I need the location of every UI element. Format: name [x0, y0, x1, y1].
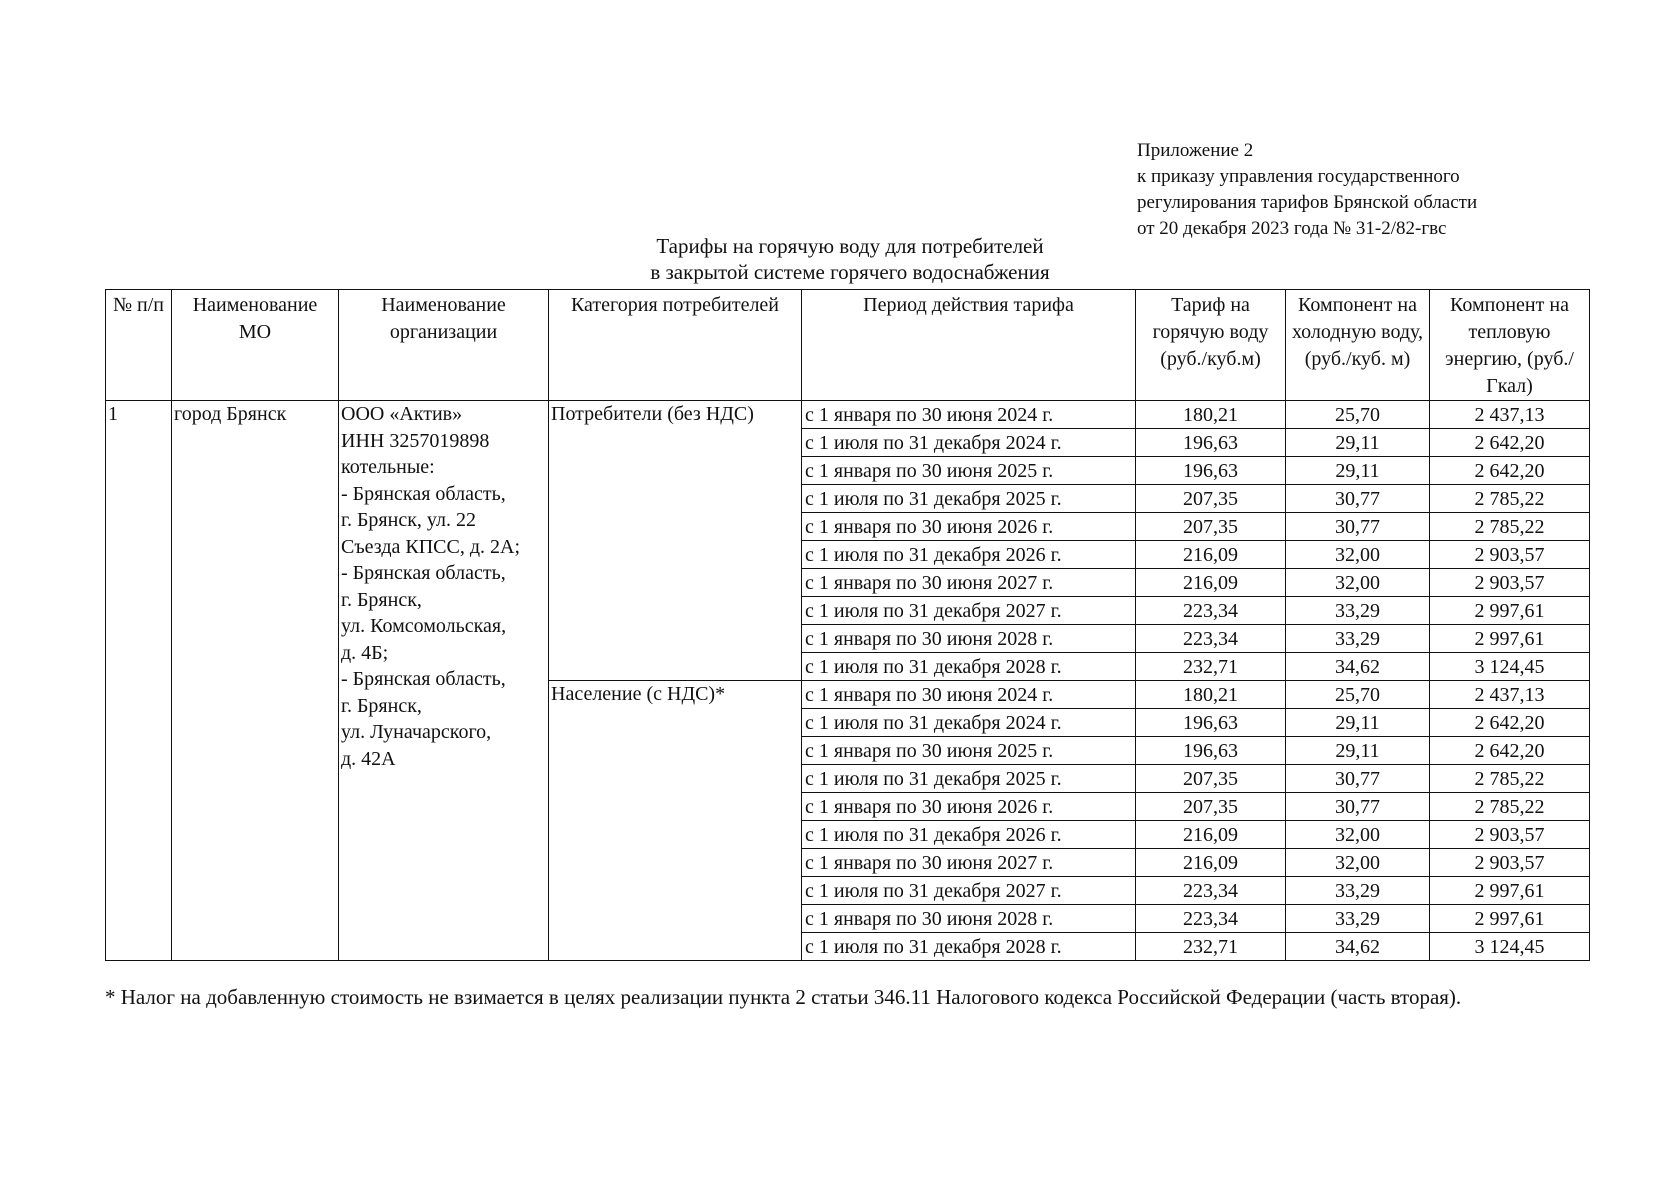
heat-energy-cell: 2 785,22: [1430, 513, 1590, 541]
tariff-table: [105, 289, 1590, 961]
cold-water-cell: 30,77: [1286, 513, 1430, 541]
organization-line: - Брянская область,: [341, 562, 506, 584]
cold-water-cell: 29,11: [1286, 737, 1430, 765]
period-cell: с 1 июля по 31 декабря 2027 г.: [802, 597, 1136, 625]
consumer-category: Потребители (без НДС): [549, 401, 802, 681]
tariff-cell: 207,35: [1136, 765, 1286, 793]
consumer-category: Население (с НДС)*: [549, 681, 802, 961]
tariff-cell: 207,35: [1136, 793, 1286, 821]
header-heat: Компонент на тепловую энергию, (руб./Гкал): [1430, 290, 1590, 401]
organization-line: котельные:: [341, 456, 435, 478]
heat-energy-cell: 2 785,22: [1430, 485, 1590, 513]
cold-water-cell: 29,11: [1286, 429, 1430, 457]
heat-energy-cell: 2 642,20: [1430, 709, 1590, 737]
header-category: Категория потребителей: [549, 290, 802, 401]
cold-water-cell: 29,11: [1286, 709, 1430, 737]
table-row: [106, 401, 1590, 429]
period-cell: с 1 июля по 31 декабря 2028 г.: [802, 933, 1136, 961]
table-header-row: [106, 290, 1590, 401]
tariff-cell: 216,09: [1136, 849, 1286, 877]
heat-energy-cell: 3 124,45: [1430, 933, 1590, 961]
organization-name: [339, 401, 549, 961]
cold-water-cell: 34,62: [1286, 933, 1430, 961]
tariff-cell: 232,71: [1136, 933, 1286, 961]
cold-water-cell: 29,11: [1286, 457, 1430, 485]
cold-water-cell: 32,00: [1286, 849, 1430, 877]
table-body: [106, 401, 1590, 961]
period-cell: с 1 июля по 31 декабря 2026 г.: [802, 821, 1136, 849]
cold-water-cell: 32,00: [1286, 821, 1430, 849]
heat-energy-cell: 2 903,57: [1430, 569, 1590, 597]
tariff-cell: 196,63: [1136, 457, 1286, 485]
period-cell: с 1 января по 30 июня 2026 г.: [802, 513, 1136, 541]
tariff-cell: 196,63: [1136, 709, 1286, 737]
period-cell: с 1 июля по 31 декабря 2027 г.: [802, 877, 1136, 905]
period-cell: с 1 января по 30 июня 2025 г.: [802, 737, 1136, 765]
tariff-cell: 196,63: [1136, 737, 1286, 765]
heat-energy-cell: 2 437,13: [1430, 681, 1590, 709]
period-cell: с 1 июля по 31 декабря 2024 г.: [802, 429, 1136, 457]
organization-line: г. Брянск,: [341, 588, 422, 611]
organization-line: - Брянская область,: [341, 668, 506, 690]
title-line: Тарифы на горячую воду для потребителей: [656, 234, 1044, 258]
heat-energy-cell: 2 642,20: [1430, 737, 1590, 765]
period-cell: с 1 января по 30 июня 2025 г.: [802, 457, 1136, 485]
cold-water-cell: 33,29: [1286, 597, 1430, 625]
period-cell: с 1 января по 30 июня 2024 г.: [802, 681, 1136, 709]
organization-line: д. 4Б;: [341, 641, 389, 664]
organization-line: ул. Комсомольская,: [341, 615, 507, 637]
tariff-cell: 207,35: [1136, 485, 1286, 513]
header-cold: Компонент на холодную воду, (руб./куб. м): [1286, 290, 1430, 401]
heat-energy-cell: 2 785,22: [1430, 793, 1590, 821]
heat-energy-cell: 3 124,45: [1430, 653, 1590, 681]
organization-line: ИНН 3257019898: [341, 429, 490, 452]
tariff-cell: 216,09: [1136, 569, 1286, 597]
heat-energy-cell: 2 997,61: [1430, 877, 1590, 905]
tariff-cell: 216,09: [1136, 541, 1286, 569]
organization-line: - Брянская область,: [341, 482, 506, 505]
heat-energy-cell: 2 642,20: [1430, 457, 1590, 485]
period-cell: с 1 января по 30 июня 2027 г.: [802, 569, 1136, 597]
heat-energy-cell: 2 997,61: [1430, 905, 1590, 933]
heat-energy-cell: 2 903,57: [1430, 821, 1590, 849]
header-period: Период действия тарифа: [802, 290, 1136, 401]
period-cell: с 1 июля по 31 декабря 2028 г.: [802, 653, 1136, 681]
header-no: № п/п: [106, 290, 172, 401]
tariff-cell: 180,21: [1136, 401, 1286, 429]
cold-water-cell: 25,70: [1286, 681, 1430, 709]
title-line: в закрытой системе горячего водоснабжения: [650, 260, 1050, 284]
organization-line: д. 42А: [341, 747, 396, 770]
cold-water-cell: 33,29: [1286, 877, 1430, 905]
heat-energy-cell: 2 785,22: [1430, 765, 1590, 793]
organization-line: ООО «Актив»: [341, 403, 463, 425]
appendix-line: Приложение 2: [1137, 140, 1254, 161]
document-title: [560, 233, 1140, 285]
header-org: Наименование организации: [339, 290, 549, 401]
tariff-cell: 180,21: [1136, 681, 1286, 709]
row-number: 1: [106, 401, 172, 961]
tariff-cell: 232,71: [1136, 653, 1286, 681]
cold-water-cell: 30,77: [1286, 793, 1430, 821]
cold-water-cell: 34,62: [1286, 653, 1430, 681]
organization-line: г. Брянск,: [341, 694, 422, 717]
tariff-cell: 216,09: [1136, 821, 1286, 849]
period-cell: с 1 июля по 31 декабря 2025 г.: [802, 485, 1136, 513]
tariff-cell: 196,63: [1136, 429, 1286, 457]
heat-energy-cell: 2 642,20: [1430, 429, 1590, 457]
period-cell: с 1 января по 30 июня 2026 г.: [802, 793, 1136, 821]
period-cell: с 1 июля по 31 декабря 2024 г.: [802, 709, 1136, 737]
mo-name: город Брянск: [172, 401, 339, 961]
period-cell: с 1 января по 30 июня 2028 г.: [802, 905, 1136, 933]
period-cell: с 1 июля по 31 декабря 2025 г.: [802, 765, 1136, 793]
tariff-cell: 207,35: [1136, 513, 1286, 541]
period-cell: с 1 января по 30 июня 2024 г.: [802, 401, 1136, 429]
cold-water-cell: 30,77: [1286, 765, 1430, 793]
period-cell: с 1 января по 30 июня 2027 г.: [802, 849, 1136, 877]
appendix-line: к приказу управления государственного: [1137, 166, 1460, 187]
cold-water-cell: 30,77: [1286, 485, 1430, 513]
cold-water-cell: 32,00: [1286, 569, 1430, 597]
appendix-line: регулирования тарифов Брянской области: [1137, 192, 1478, 213]
tariff-cell: 223,34: [1136, 625, 1286, 653]
appendix-line: от 20 декабря 2023 года № 31-2/82-гвс: [1137, 218, 1447, 239]
heat-energy-cell: 2 437,13: [1430, 401, 1590, 429]
tariff-cell: 223,34: [1136, 597, 1286, 625]
appendix-block: [1137, 138, 1597, 242]
heat-energy-cell: 2 997,61: [1430, 597, 1590, 625]
header-tariff: Тариф на горячую воду (руб./куб.м): [1136, 290, 1286, 401]
header-mo: Наименование МО: [172, 290, 339, 401]
footnote: * Налог на добавленную стоимость не взимается в целях реализации пункта 2 статьи 346.11 Налогового кодекса Российской Федерации (часть вторая).: [105, 985, 1462, 1009]
period-cell: с 1 июля по 31 декабря 2026 г.: [802, 541, 1136, 569]
organization-line: г. Брянск, ул. 22: [341, 509, 477, 531]
cold-water-cell: 25,70: [1286, 401, 1430, 429]
organization-line: ул. Луначарского,: [341, 721, 492, 743]
cold-water-cell: 33,29: [1286, 905, 1430, 933]
tariff-cell: 223,34: [1136, 877, 1286, 905]
cold-water-cell: 32,00: [1286, 541, 1430, 569]
organization-line: Съезда КПСС, д. 2А;: [341, 535, 521, 558]
period-cell: с 1 января по 30 июня 2028 г.: [802, 625, 1136, 653]
heat-energy-cell: 2 903,57: [1430, 849, 1590, 877]
heat-energy-cell: 2 997,61: [1430, 625, 1590, 653]
cold-water-cell: 33,29: [1286, 625, 1430, 653]
tariff-cell: 223,34: [1136, 905, 1286, 933]
heat-energy-cell: 2 903,57: [1430, 541, 1590, 569]
